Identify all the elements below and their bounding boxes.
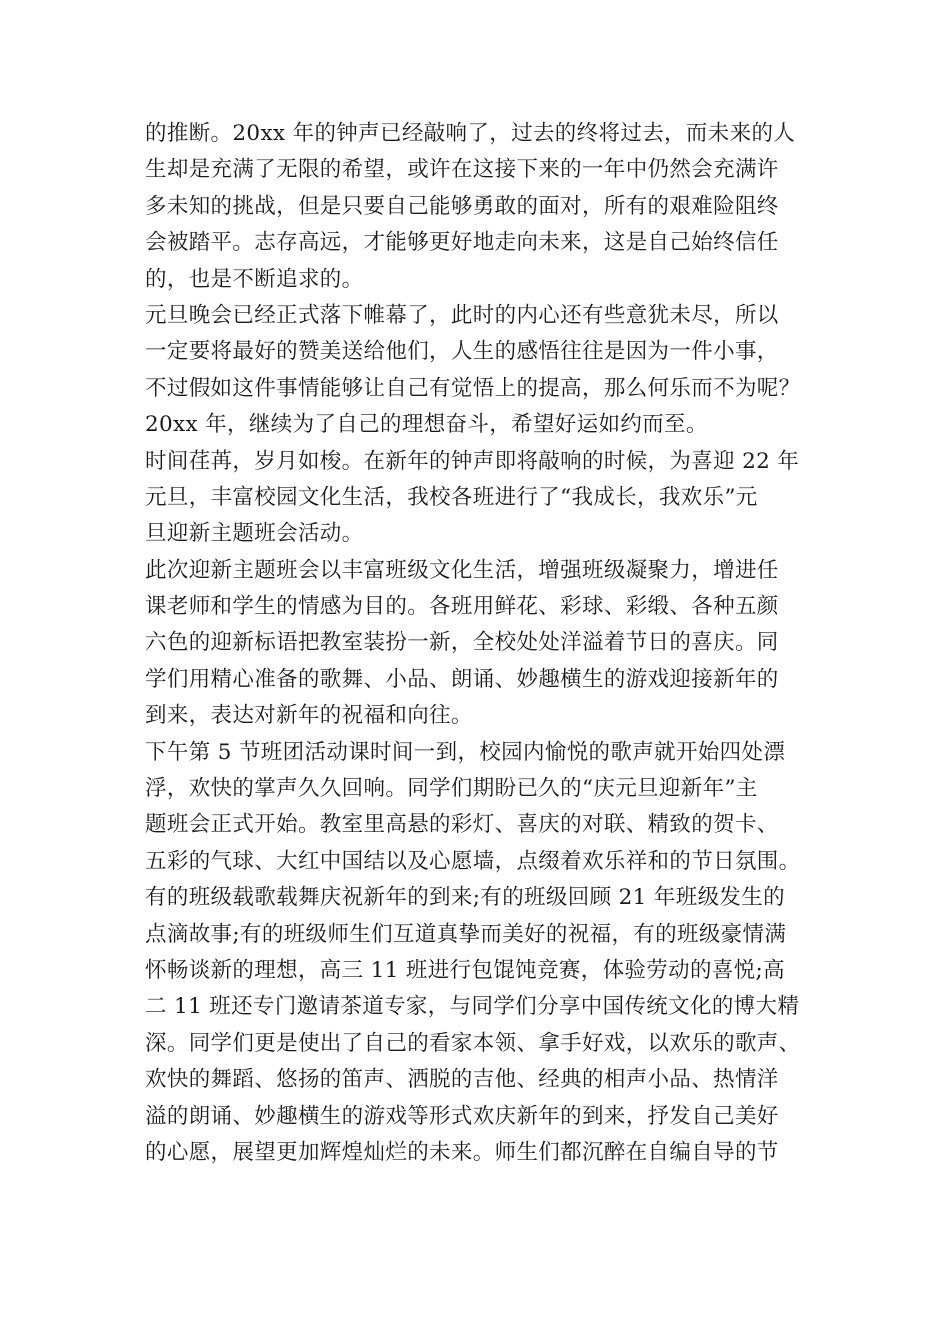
text-line: 时间荏苒，岁月如梭。在新年的钟声即将敲响的时候，为喜迎 22 年 — [145, 448, 800, 474]
text-line: 旦迎新主题班会活动。 — [145, 521, 364, 547]
text-line: 元旦，丰富校园文化生活，我校各班进行了“我成长，我欢乐”元 — [145, 484, 758, 510]
text-line: 多未知的挑战，但是只要自己能够勇敢的面对，所有的艰难险阻终 — [145, 193, 779, 219]
text-line: 的，也是不断追求的。 — [145, 266, 364, 292]
text-line: 课老师和学生的情感为目的。各班用鲜花、彩球、彩缎、各种五颜 — [145, 594, 779, 620]
text-line: 此次迎新主题班会以丰富班级文化生活，增强班级凝聚力，增进任 — [145, 557, 779, 583]
text-line: 题班会正式开始。教室里高悬的彩灯、喜庆的对联、精致的贺卡、 — [145, 812, 779, 838]
text-line: 怀畅谈新的理想，高三 11 班进行包馄饨竞赛，体验劳动的喜悦;高 — [145, 957, 785, 983]
text-line: 有的班级载歌载舞庆祝新年的到来;有的班级回顾 21 年班级发生的 — [145, 885, 785, 911]
text-line: 会被踏平。志存高远，才能够更好地走向未来，这是自己始终信任 — [145, 230, 779, 256]
text-line: 六色的迎新标语把教室装扮一新，全校处处洋溢着节日的喜庆。同 — [145, 630, 779, 656]
text-line: 下午第 5 节班团活动课时间一到，校园内愉悦的歌声就开始四处漂 — [145, 739, 786, 765]
text-line: 生却是充满了无限的希望，或许在这接下来的一年中仍然会充满许 — [145, 157, 779, 183]
text-line: 20xx 年，继续为了自己的理想奋斗，希望好运如约而至。 — [145, 412, 708, 438]
text-line: 溢的朗诵、妙趣横生的游戏等形式欢庆新年的到来，抒发自己美好 — [145, 1103, 779, 1129]
text-line: 深。同学们更是使出了自己的看家本领、拿手好戏，以欢乐的歌声、 — [145, 1030, 801, 1056]
text-line: 的推断。20xx 年的钟声已经敲响了，过去的终将过去，而未来的人 — [145, 121, 796, 146]
text-line: 学们用精心准备的歌舞、小品、朗诵、妙趣横生的游戏迎接新年的 — [145, 666, 779, 692]
text-line: 到来，表达对新年的祝福和向往。 — [145, 703, 473, 729]
text-line: 点滴故事;有的班级师生们互道真挚而美好的祝福，有的班级豪情满 — [145, 921, 787, 947]
text-line: 的心愿，展望更加辉煌灿烂的未来。师生们都沉醉在自编自导的节 — [145, 1139, 779, 1165]
text-line: 元旦晚会已经正式落下帷幕了，此时的内心还有些意犹未尽，所以 — [145, 302, 779, 328]
document-body — [145, 116, 825, 1171]
text-line: 一定要将最好的赞美送给他们，人生的感悟往往是因为一件小事， — [145, 339, 779, 365]
text-line: 不过假如这件事情能够让自己有觉悟上的提高，那么何乐而不为呢？ — [145, 375, 801, 401]
text-line: 欢快的舞蹈、悠扬的笛声、洒脱的吉他、经典的相声小品、热情洋 — [145, 1067, 779, 1093]
text-line: 五彩的气球、大红中国结以及心愿墙，点缀着欢乐祥和的节日氛围。 — [145, 848, 801, 874]
text-line: 浮，欢快的掌声久久回响。同学们期盼已久的“庆元旦迎新年”主 — [145, 776, 758, 802]
text-line: 二 11 班还专门邀请茶道专家，与同学们分享中国传统文化的博大精 — [145, 994, 800, 1020]
